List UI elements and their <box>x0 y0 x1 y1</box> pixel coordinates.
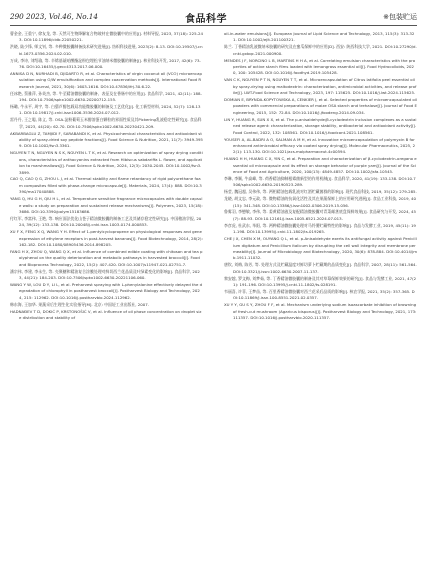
reference-item: 黎安越, 罗文梅, 刘梦茹, 等. 丁香精油微胶囊的制备及其对草莓保鲜效果的研究[J]. 食品与发酵工业, 2021, 47(21): 191-196. DOI:10.13995/j.cnki.11-1802/ts.028191. <box>224 275 417 287</box>
reference-item: 唐钦, 刘梅, 陈芳, 等. 处理方式及贮藏温度对鲜切萝卜贮藏期的品质变化[J]. 食品科学, 2007, 28(11): 561-564. DOI:10.3321/j.issn:1002-6630.2007.11.137. <box>224 262 417 274</box>
reference-item: 洪晓, 陆少锋, 师文钊, 等. 多种微胶囊制备技术研究进展[J]. 纺织科技进展, 2023(2): 8-13. DOI:10.19507/j.cnki.1673-0356.2024.02.010. <box>10 44 203 56</box>
reference-item: LIN Y, HUANG R, SUN X X, et al. The p-anisaldehyde/β-cyclodextrin inclusion complexes as a sustained release agent: characterization, storage stability, antibacterial and antioxidant activity[J]. Food Control, 2022, 132: 108561. DOI:10.1016/j.foodcont.2021.108561. <box>224 116 417 135</box>
reference-item: FANG H X, ZHOU Q, WANG Q X, et al. Influence of combined edible coating with chitosan and tea polyphenol on the quality deterioration and metabolic pathways in harvested broccoli[J]. Food and Bioprocess Technology, 2022, 15(2): 407-420. DOI:10.1007/s11947-021-02751-7. <box>10 248 203 267</box>
reference-item: YOUSEFI A, AL-BADRI A O, SALMAN A M H, et al. Innovative microencapsulation of polymyxin B for enhanced antimicrobial efficacy via coated spray drying[J]. Molecular Pharmaceutics, 2025, 22(1): 113-130. DOI:10.1021/acs.molpharmaceut.4c00594. <box>224 136 416 155</box>
reference-item: CAO Q, CAO Q G, ZHOU L J, et al. Thermal stability and flame retardancy of rigid polyurethane foam composites filled with phase-change microcapsule[J]. Materials, 2024, 17(4): 888. DOI:10.3390/ma17040888. <box>10 176 202 195</box>
page-header <box>10 10 417 24</box>
reference-item: DOMIAN E, BRYNDA-KOPYTOWSKA A, CENKIER J, et al. Selected properties of microencapsulated oil powders with commercial preparations of maize OSA starch and trehalose[J]. Journal of Food Engineering, 2015, 152: 72-84. DOI:10.1016/j.jfoodeng.2014.09.034. <box>224 97 417 115</box>
header-rule <box>10 25 417 26</box>
reference-item: 龙晓, 胡文忠, 李元政, 等. 微物精油的抗氧化活性及其在果蔬保鲜上的应用研究进展[J]. 食品工业科技, 2019, 40(15): 341-348. DOI:10.13386/j.issn1002-0306.2019.15.056. <box>224 196 416 208</box>
reference-item: 李琳, 李顺, 牛高峰, 等. 荷香精油抑制根霉菌新型的作用机制[J]. 食品科学, 2020, 41(19): 133-138. DOI:10.7506/spkx1002-6630-20190523-289. <box>224 175 416 188</box>
reference-item: VAN C K, NGUYEN P T N, NGUYEN T T, et al. Microencapsulation of Citrus latifolia peel essential oil by spray-drying using maltodextrin: characterization, antimicrobial activities, and release profile[J]. LWT-Food Science and Technology, 2023, 197: 115625. DOI:10.1016/j.lwt.2024.115625. <box>224 77 417 96</box>
references-right-column <box>224 31 417 566</box>
reference-item: YANG Q, HU G H, QIU H L, et al. Temperature sensitive fragrance microcapsules with double capsule walls: a study on preparation and sustained release mechanisms[J]. Polymers, 2023, 15(18): 3686. DOI:10.3390/polym15183686. <box>10 196 203 214</box>
reference-item: XU F X, FENG X Q, WANG Y H. Effect of 1-pentylcyclopropene on physiological responses and gene expression of ethylene receptors in post-harvest bananas[J]. Food Biotechnology, 2014, 28(2): 162-182. DOI:10.1080/08905436.2014.898205. <box>10 229 203 247</box>
reference-item: 潘宗伟, 李建, 李永生, 等. 壳聚糖和精油复合涂膜处理对鲜切西兰花品质及叶绿素变化的影响[J]. 食品科学, 2023, 44(21): 184-203. DOI:10.7506/spkx1002-6630-20221106-060. <box>10 268 200 281</box>
reference-item: oil-in-water emulsions[J]. European Journal of Lipid Science and Technology, 2013, 115(3): 313-321. DOI:10.1002/ejlt.201100321. <box>224 31 415 43</box>
journal-logo: 食品科学 <box>185 14 227 25</box>
reference-item: 付红军, 李富伟, 王艳, 等. 响应面法优化山苍子精油微胶囊的制备工艺及其储存稳定性研究[J]. 中国粮油学报, 2024, 39(12): 133-138. DOI:10.20048/j.cnki.issn.1003-0174.000853. <box>10 215 202 228</box>
reference-item: HADNAĐEV T D, DOKIĆ P, KRSTONOŠIĆ V, et al. Influence of oil phase concentration on droplet size distribution and stability of <box>10 308 202 320</box>
reference-item: 韩东海, 王加华. 果蔬采后生理生化实验指导[M]. 北京: 中国轻工业出版社, 2007. <box>10 301 149 307</box>
reference-item: WANG Y W, LOU D Y, LI L, et al. Preharvest spraying with L-phenylalanine effectively delayed the degradation of chlorophyll in postharvest broccoli[J]. Postharvest Biology and Technology, 2024, 215: 112962. DOI:10.1016/j.postharvbio.2024.112962. <box>10 281 203 300</box>
reference-item: NGUYEN T N, NGUYEN N S K, NGUYEN L T K, et al. Research on optimization of spray drying conditions, characteristics of anthocyanins extracted from Hibiscus sabdariffa L. flower, and application to marshmallows[J]. Food Science & Nutrition, 2024, 12(3): 2030-2045. DOI:10.1002/fsn3.3899. <box>10 150 203 175</box>
reference-item: 曹金金, 王重宁, 徐友龙, 等. 天然可生物降解复合物玻材在微胶囊中的应用[J]. 材料导报, 2023, 37(18): 225-243. DOI:10.11896/cldb.22050221. <box>10 31 203 43</box>
reference-item: AKBARBAGLU Z, TAMJIDI F, SARABANDI K, et al. Physicochemical characteristics and antioxidant stability of spray-dried soy peptide fractions[J]. Food Science & Nutrition, 2021, 11(7): 3949-3959. DOI:10.1002/fsn3.3361. <box>10 130 203 149</box>
page-number-and-issue: 290 2023, Vol.46, No.14 <box>10 12 98 21</box>
reference-item: 陈兰. 丁香精油乳液微纳米胶囊的研究及在蜜瓜保鲜中的应用[D]. 西安: 陕西科技大学, 2021. DOI:10.27290/d.cnki.gxbqc.2021.000900. <box>224 44 417 56</box>
reference-item: 雷丹丹, 王之聪, 陈义, 等. OSA-淀粉葡萄玉米醇溶蛋白颗粒的界面性质及其Pickering乳液稳定性研究[J]. 食品科学, 2023, 44(20): 62-70. DOI:10.7506/spkx1002-6630-20230421-209. <box>10 117 202 129</box>
reference-item: 韦丽喜, 许菲, 王梦苗, 等. 百里香精油微胶囊对西兰花采后品质的影响[J]. 核农学报, 2021, 35(2): 357-365. DOI:10.11869/j.issn.100-8551.2021.02.0357. <box>224 288 415 301</box>
reference-item: XU Y Y, GU S Y, ZHOU F F, et al. Mechanism underlying sodium isoascorbate inhibition of browning of fresh-cut mushroom (Agaricus bisporus)[J]. Postharvest Biology and Technology, 2021, 173: 111357. DOI:10.1016/j.postharvbio.2020.111357. <box>224 302 417 320</box>
reference-item: 万成, 李诗, 刘绍瑜, 等. 辛烯基琥珀酸酯淀粉包埋松节油纳米微胶囊的制备[J]. 林业科技开发, 2017, 42(6): 73-76. DOI:10.16455/j.gecc4313.2017.06.000. <box>10 57 201 70</box>
reference-item: 李彦虎, 杜武东, 毕阳, 等. 两种精油微胶囊处理对马铃薯贮藏特性的影响[J]. 食品与发酵工业, 2019, 45(11): 191-198. DOI:10.13995/j.cnki.11-1802/ts.019265. <box>224 222 416 235</box>
reference-item: CHE J X, CHEN X M, OUYANG Q L, et al. p-Anisaldehyde exerts its antifungal activity against Penicillium digitatum and Penicillium italicum by disrupting the cell wall integrity and membrane permeability[J]. Journal of Microbiology and Biotechnology, 2020, 30(6): 878-884. DOI:10.4014/jmb.1911.11032. <box>224 236 417 261</box>
reference-item: HUANG H H, HUANG C X, YIN C, et al. Preparation and characterization of β-cyclodextrin-oregano essential oil microcapsule and its effect on storage behavior of purple yam[J]. Journal of the Science of Food and Agriculture, 2020, 100(13): 4849-4857. DOI:10.1002/jsfa.10545. <box>224 156 417 175</box>
reference-item: MENDES J F, NORCINO L B, MARTINS H H A, et al. Correlating emulsion characteristics with the properties of active starch films loaded with lemongrass essential oil[J]. Food Hydrocolloids, 2020, 100: 105428. DOI:10.1016/j.foodhyd.2019.105428. <box>224 57 416 76</box>
references-left-column <box>10 31 203 566</box>
reference-item: 鲁雾羽, 李懋敏, 李伟, 等. 姜黄精油液及复配精油微胶囊对青菜邮茎底盘保鲜效果[J]. 食品研究与开发, 2024, 45(7): 88-93. DOI:10.12161/j.issn.1005-6521.2024.07.013. <box>224 209 416 221</box>
reference-item: 杨璐, 牛永平, 周宇, 等. 白藜芦醇包载双功能微胶囊的制备及工艺优化[J]. 化工新型材料, 2024, 52(7): 128-131. DOI:10.19817/j.cnki.issn1006-3536.2024.07.012. <box>10 103 201 116</box>
reference-item: ANNISA D N, NURHADI B, DJIDARTO R, et al. Characteristics of virgin coconut oil (VCO) microencapsulation using O/W emulsification and complex coacervation methods[J]. International Food Research Journal, 2021, 30(6): 1603-1616. DOI:10.47836/ifrj.30.6.22. <box>10 70 202 89</box>
reference-item: 杨莹, 魏冠超, 吴伟伟, 等. 两相精油包载乳液对红酒贮藏菌群的影响[J]. 现代食品科技, 2019, 35(12): 279-285. <box>224 189 417 195</box>
section-label: ※包装贮运 <box>383 13 417 21</box>
reference-item: 任冰艳, 蔡雅萍, 孙英杰, 等. 牛至精油微胶囊的制备、表征及在香肠中的应用[J]. 食品科学, 2021, 42(11): 188-194. DOI:10.7506/spkx1002-6630-20200712-155. <box>10 90 202 103</box>
